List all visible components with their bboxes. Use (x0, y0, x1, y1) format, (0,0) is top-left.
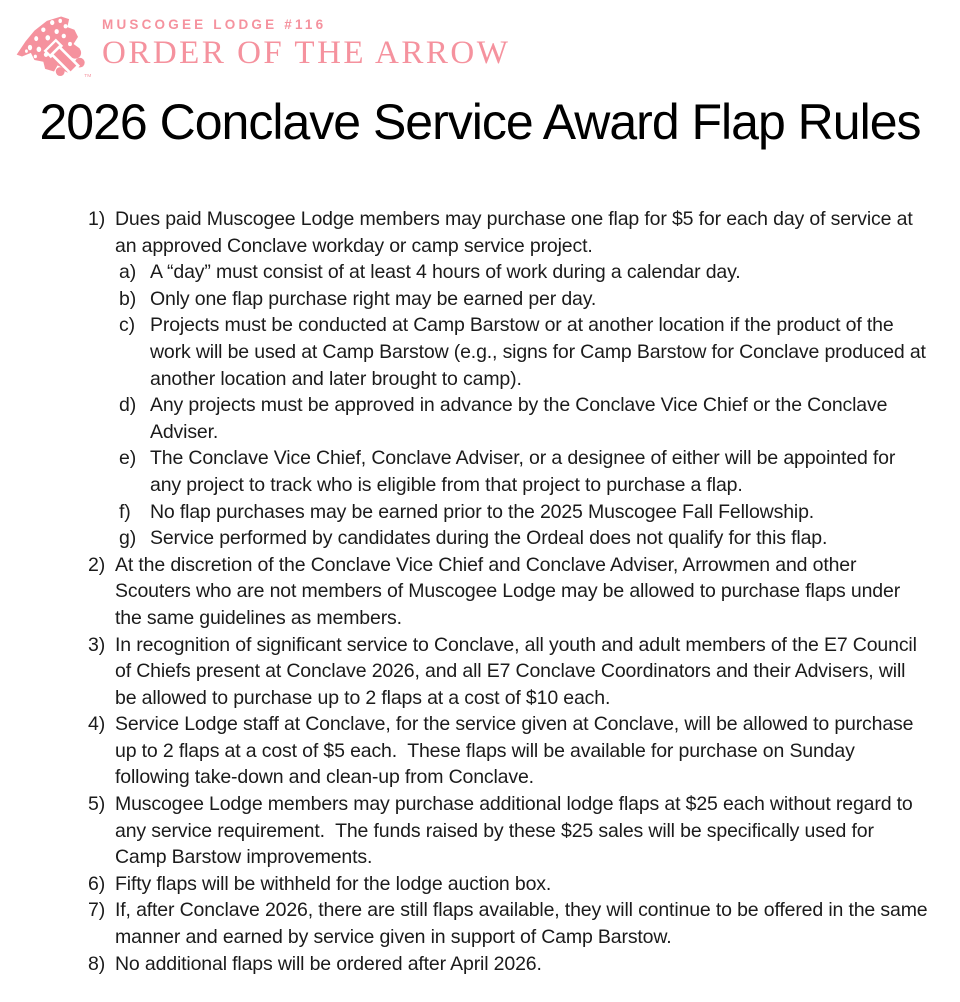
subrule-marker: g) (119, 527, 137, 550)
rule-marker: 6) (88, 872, 106, 895)
rule-1-subitems (115, 259, 930, 552)
page-title: 2026 Conclave Service Award Flap Rules (39, 94, 921, 150)
rule-item-3 (88, 632, 930, 712)
subrule-text: Any projects must be approved in advance by the Conclave Vice Chief or the Conclave Adviser. (150, 394, 892, 443)
oa-lodge-logo (14, 8, 94, 80)
lodge-name-line: MUSCOGEE LODGE #116 (102, 17, 327, 32)
subrule-item-e (115, 445, 930, 498)
rule-marker: 5) (88, 793, 106, 816)
subrule-item-b (115, 286, 930, 313)
rule-item-1 (88, 206, 930, 552)
brand-header (14, 8, 510, 80)
rule-item-8 (88, 951, 930, 978)
rule-item-5 (88, 791, 930, 871)
subrule-text: Projects must be conducted at Camp Barstow or at another location if the product of the work will be used at Camp Barstow (e.g., signs for Camp Barstow for Conclave produced at another location and later brought to camp). (150, 314, 932, 390)
rule-text: Dues paid Muscogee Lodge members may purchase one flap for $5 for each day of service at an approved Conclave workday or camp service project. (115, 208, 918, 257)
rule-marker: 7) (88, 899, 106, 922)
rule-text: Service Lodge staff at Conclave, for the service given at Conclave, will be allowed to purchase up to 2 flaps at a cost of $5 each. These flaps will be available for purchase on Sunday following take-down and clean-up from Conclave. (115, 713, 919, 789)
subrule-marker: f) (119, 500, 131, 523)
brand-text-block (102, 8, 510, 70)
subrule-text: Service performed by candidates during the Ordeal does not qualify for this flap. (150, 527, 828, 550)
rule-item-4 (88, 711, 930, 791)
rule-text: Muscogee Lodge members may purchase additional lodge flaps at $25 each without regard to any service requirement. The funds raised by these $25 sales will be specifically used for Camp Barstow improvements. (115, 793, 918, 869)
subrule-marker: a) (119, 261, 137, 284)
oa-arrowhead-icon (14, 8, 94, 80)
rules-list (0, 206, 960, 977)
subrule-text: Only one flap purchase right may be earned per day. (150, 287, 597, 310)
rule-item-7 (88, 897, 933, 950)
subrule-marker: b) (119, 287, 137, 310)
rule-marker: 1) (88, 208, 106, 230)
rule-text: At the discretion of the Conclave Vice Chief and Conclave Adviser, Arrowmen and other Scouters who are not members of Muscogee Lodge may be allowed to purchase flaps under the same guidelines as members. (115, 553, 906, 629)
subrule-marker: d) (119, 394, 137, 417)
subrule-item-a (115, 259, 930, 286)
rule-item-2 (88, 552, 930, 632)
rule-text: In recognition of significant service to Conclave, all youth and adult members of the E7 Council of Chiefs present at Conclave 2026, and all E7 Conclave Coordinators and their Advisers, will be allowed to purchase up to 2 flaps at a cost of $10 each. (115, 633, 923, 709)
rule-item-6 (88, 871, 930, 898)
rule-text: No additional flaps will be ordered after April 2026. (115, 952, 542, 975)
subrule-text: No flap purchases may be earned prior to the 2025 Muscogee Fall Fellowship. (150, 500, 815, 523)
subrule-text: The Conclave Vice Chief, Conclave Adviser, or a designee of either will be appointed for any project to track who is eligible from that project to purchase a flap. (150, 447, 901, 496)
rule-marker: 3) (88, 633, 106, 656)
rule-marker: 8) (88, 952, 106, 975)
rule-text: If, after Conclave 2026, there are still flaps available, they will continue to be offered in the same manner and earned by service given in support of Camp Barstow. (115, 899, 933, 949)
rule-marker: 4) (88, 713, 106, 736)
subrule-item-c (115, 312, 930, 392)
subrule-item-d (115, 392, 930, 445)
trademark-mark: TM (84, 73, 92, 79)
subrule-text: A “day” must consist of at least 4 hours of work during a calendar day. (150, 261, 741, 284)
subrule-item-f (115, 499, 930, 526)
rule-text: Fifty flaps will be withheld for the lodge auction box. (115, 872, 552, 895)
order-of-the-arrow-wordmark: ORDER OF THE ARROW (102, 34, 511, 71)
subrule-marker: c) (119, 314, 135, 337)
subrule-item-g (115, 525, 930, 552)
rule-marker: 2) (88, 553, 106, 576)
subrule-marker: e) (119, 447, 137, 470)
